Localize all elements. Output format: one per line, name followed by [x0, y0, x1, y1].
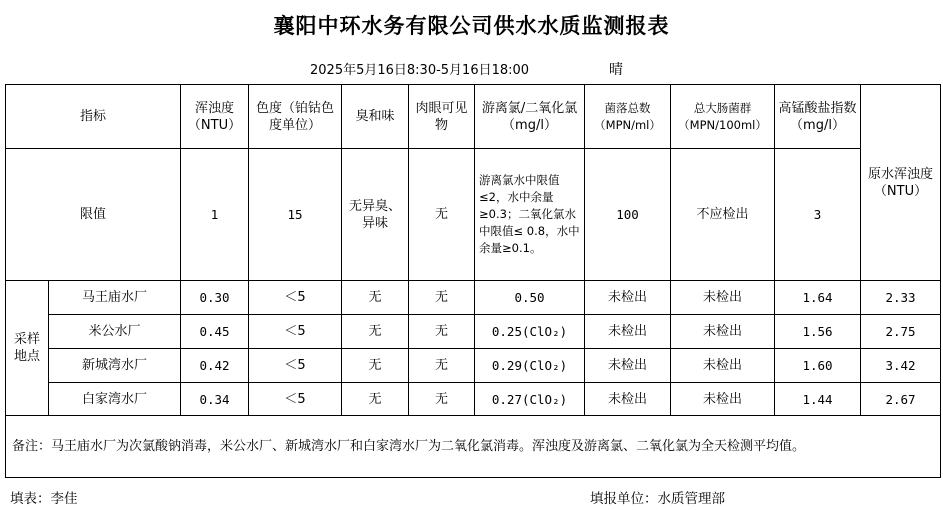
limit-odor: 无异臭、异味: [342, 149, 409, 281]
coliform-value: 未检出: [671, 383, 775, 416]
limit-color: 15: [249, 149, 342, 281]
header-color: 色度（铂钴色度单位）: [249, 85, 342, 149]
colony-value: 未检出: [585, 315, 671, 349]
turbidity-value: 0.45: [181, 315, 249, 349]
header-chlorine: 游离氯/二氧化氯（mg/l）: [475, 85, 585, 149]
raw-turbidity-value: 3.42: [861, 349, 941, 383]
odor-value: 无: [342, 383, 409, 416]
limit-colony: 100: [585, 149, 671, 281]
header-coliform: 总大肠菌群（MPN/100ml）: [671, 85, 775, 149]
weather: 晴: [609, 62, 623, 78]
coliform-value: 未检出: [671, 315, 775, 349]
filled-by: 填表：李佳: [10, 491, 78, 507]
limit-permanganate: 3: [775, 149, 861, 281]
table-row: [6, 315, 941, 349]
visible-value: 无: [409, 383, 475, 416]
permanganate-value: 1.60: [775, 349, 861, 383]
colony-value: 未检出: [585, 349, 671, 383]
turbidity-value: 0.30: [181, 281, 249, 315]
header-odor: 臭和味: [342, 85, 409, 149]
color-value: ＜5: [249, 383, 342, 416]
turbidity-value: 0.42: [181, 349, 249, 383]
report-period: 2025年5月16日8:30-5月16日18:00: [310, 63, 530, 78]
table-row: [6, 281, 941, 315]
table-row: [6, 383, 941, 416]
odor-value: 无: [342, 281, 409, 315]
header-row: [6, 85, 941, 149]
limit-visible: 无: [409, 149, 475, 281]
coliform-value: 未检出: [671, 349, 775, 383]
limit-chlorine: 游离氯水中限值 ≤2，水中余量≥0.3；二氧化氯水中限值≤ 0.8，水中余量≥0.1。: [475, 149, 585, 281]
coliform-value: 未检出: [671, 281, 775, 315]
limit-coliform: 不应检出: [671, 149, 775, 281]
permanganate-value: 1.56: [775, 315, 861, 349]
header-raw-turbidity: 原水浑浊度（NTU）: [861, 85, 941, 281]
permanganate-value: 1.44: [775, 383, 861, 416]
water-quality-table: [5, 84, 941, 478]
raw-turbidity-value: 2.75: [861, 315, 941, 349]
sampling-label: 采样地点: [6, 281, 49, 416]
limit-turbidity: 1: [181, 149, 249, 281]
site-name: 米公水厂: [49, 315, 181, 349]
header-colony: 菌落总数（MPN/ml）: [585, 85, 671, 149]
header-permanganate: 高锰酸盐指数（mg/l）: [775, 85, 861, 149]
remarks: 备注：马王庙水厂为次氯酸钠消毒，米公水厂、新城湾水厂和白家湾水厂为二氧化氯消毒。浑浊度及游离氯、二氧化氯为全天检测平均值。: [6, 416, 941, 478]
header-visible: 肉眼可见物: [409, 85, 475, 149]
chlorine-value: 0.50: [475, 281, 585, 315]
chlorine-value: 0.27(ClO₂): [475, 383, 585, 416]
visible-value: 无: [409, 281, 475, 315]
color-value: ＜5: [249, 281, 342, 315]
visible-value: 无: [409, 315, 475, 349]
turbidity-value: 0.34: [181, 383, 249, 416]
chlorine-value: 0.29(ClO₂): [475, 349, 585, 383]
colony-value: 未检出: [585, 281, 671, 315]
reporting-unit: 填报单位：水质管理部: [590, 491, 725, 507]
header-turbidity: 浑浊度（NTU）: [181, 85, 249, 149]
site-name: 新城湾水厂: [49, 349, 181, 383]
color-value: ＜5: [249, 315, 342, 349]
raw-turbidity-value: 2.33: [861, 281, 941, 315]
chlorine-value: 0.25(ClO₂): [475, 315, 585, 349]
limits-row: [6, 149, 941, 281]
colony-value: 未检出: [585, 383, 671, 416]
site-name: 白家湾水厂: [49, 383, 181, 416]
odor-value: 无: [342, 315, 409, 349]
header-indicator: 指标: [6, 85, 181, 149]
report-title: 襄阳中环水务有限公司供水水质监测报表: [273, 14, 670, 38]
table-row: [6, 349, 941, 383]
limits-label: 限值: [6, 149, 181, 281]
site-name: 马王庙水厂: [49, 281, 181, 315]
visible-value: 无: [409, 349, 475, 383]
note-row: [6, 416, 941, 478]
permanganate-value: 1.64: [775, 281, 861, 315]
odor-value: 无: [342, 349, 409, 383]
raw-turbidity-value: 2.67: [861, 383, 941, 416]
color-value: ＜5: [249, 349, 342, 383]
